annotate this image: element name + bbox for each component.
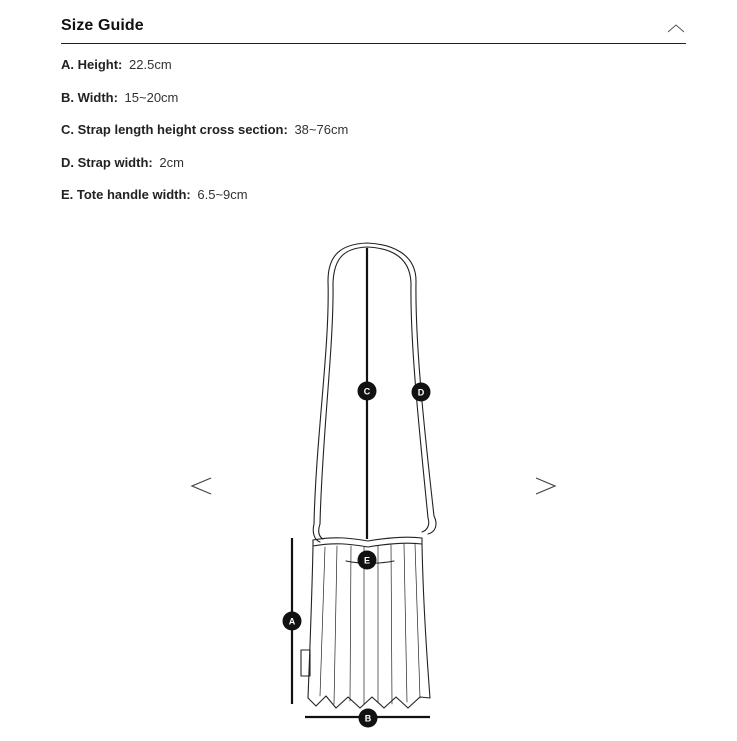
size-guide-header[interactable] (61, 14, 686, 44)
bag-outline (301, 243, 436, 708)
spec-value: 15~20cm (124, 89, 179, 105)
carousel-prev-button[interactable] (189, 473, 215, 499)
size-spec-list (61, 57, 348, 220)
marker-c-label: C (363, 386, 371, 397)
chevron-left-icon (189, 473, 215, 499)
spec-height (61, 57, 348, 90)
marker-d (412, 383, 431, 402)
spec-handle-width (61, 187, 348, 220)
spec-label: A. Height: (61, 57, 123, 72)
chevron-up-icon[interactable] (666, 20, 686, 36)
spec-label: E. Tote handle width: (61, 187, 191, 202)
marker-a (283, 612, 302, 631)
marker-a-label: A (288, 616, 296, 627)
spec-strap-width (61, 155, 348, 188)
spec-strap-length (61, 122, 348, 155)
measurement-lines (292, 248, 430, 717)
spec-value: 38~76cm (294, 122, 349, 137)
marker-b (359, 709, 378, 728)
marker-e-label: E (363, 555, 371, 566)
bag-diagram (270, 236, 470, 736)
chevron-right-icon (533, 473, 559, 499)
size-guide-title: Size Guide (61, 17, 144, 34)
marker-d-label: D (417, 387, 425, 398)
spec-value: 2cm (159, 154, 184, 170)
marker-b-label: B (364, 713, 372, 724)
bag-illustration (270, 236, 470, 736)
spec-width (61, 90, 348, 123)
spec-label: B. Width: (61, 89, 118, 105)
marker-c (358, 382, 377, 401)
marker-e (358, 551, 377, 570)
spec-label: D. Strap width: (61, 154, 153, 170)
spec-value: 22.5cm (129, 57, 172, 72)
spec-value: 6.5~9cm (197, 187, 248, 202)
spec-label: C. Strap length height cross section: (61, 122, 288, 137)
carousel-next-button[interactable] (533, 473, 559, 499)
